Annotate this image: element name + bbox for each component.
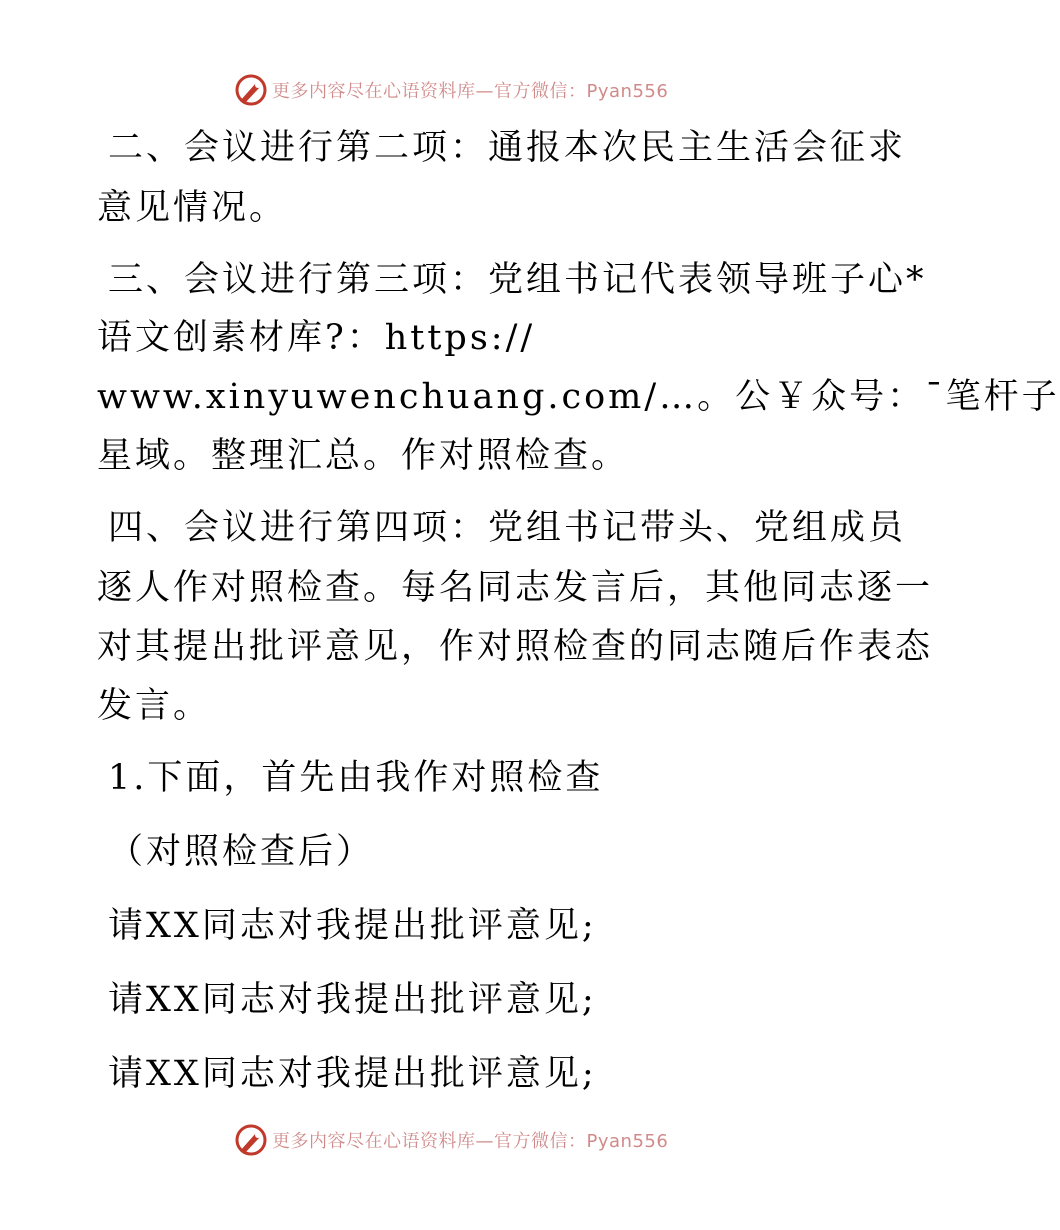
paragraph-line: 星域。整理汇总。作对照检查。: [97, 436, 630, 476]
header-watermark: [234, 72, 668, 108]
paragraph-line: 逐人作对照检查。每名同志发言后，其他同志逐一: [97, 568, 934, 608]
paragraph-line: 发言。: [97, 686, 212, 726]
paragraph-line: 对其提出批评意见，作对照检查的同志随后作表态: [97, 627, 934, 667]
paragraph-line: 语文创素材库?：https://: [97, 318, 536, 358]
paragraph-line: （对照检查后）: [108, 832, 375, 872]
paragraph-line: 意见情况。: [97, 188, 288, 228]
paragraph-line: 三、会议进行第三项：党组书记代表领导班子心*: [108, 260, 927, 300]
footer-watermark-text: 更多内容尽在心语资料库—官方微信：Pyan556: [272, 1131, 669, 1152]
paragraph-line: 二、会议进行第二项：通报本次民主生活会征求: [108, 128, 907, 168]
paragraph-line: 四、会议进行第四项：党组书记带头、党组成员: [108, 508, 907, 548]
footer-watermark: [234, 1122, 668, 1158]
paragraph-line: www.xinyuwenchuang.com/…。公￥众号：¯笔杆子: [97, 377, 1060, 417]
paragraph-line: 请XX同志对我提出批评意见;: [108, 906, 597, 946]
pen-logo-icon: [234, 73, 268, 107]
paragraph-line: 请XX同志对我提出批评意见;: [108, 1054, 597, 1094]
pen-logo-icon: [234, 1123, 268, 1157]
list-item: 1.下面，首先由我作对照检查: [108, 758, 604, 798]
header-watermark-text: 更多内容尽在心语资料库—官方微信：Pyan556: [272, 81, 669, 102]
paragraph-line: 请XX同志对我提出批评意见;: [108, 980, 597, 1020]
